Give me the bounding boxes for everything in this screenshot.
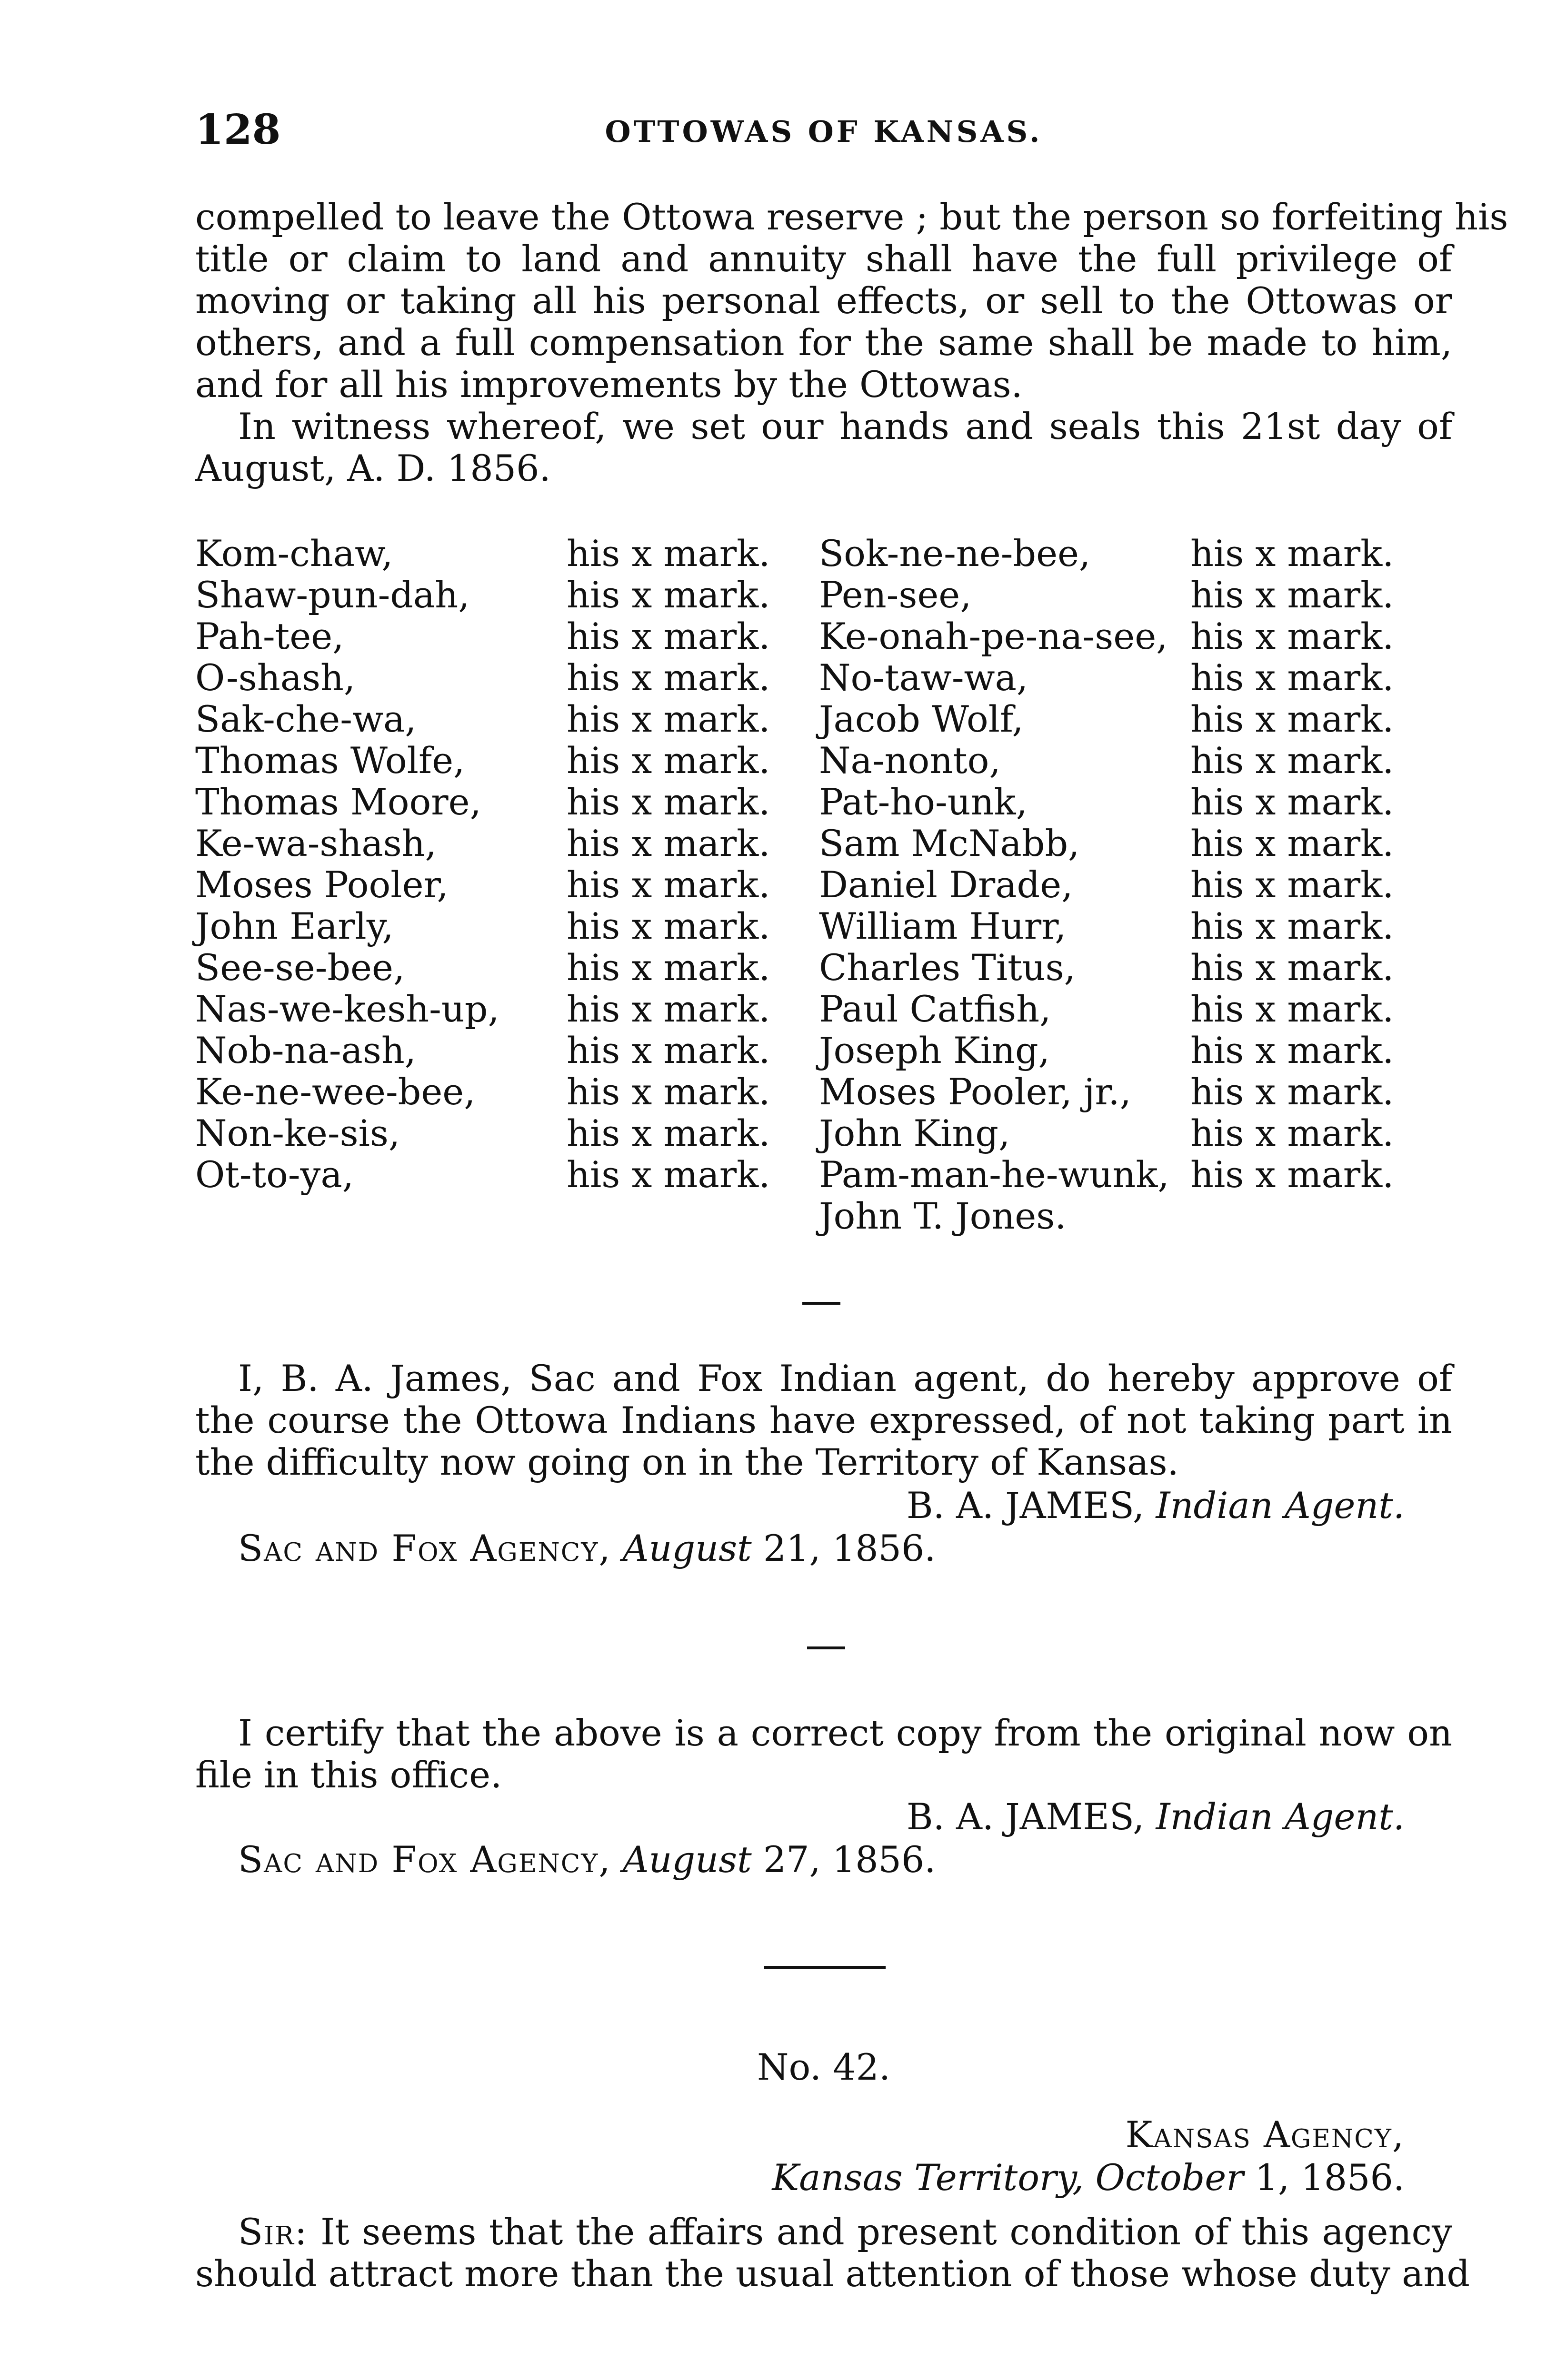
signature-row — [195, 698, 1452, 739]
signature-row — [195, 1153, 1452, 1195]
signature-list — [195, 532, 1452, 1236]
signature-row — [195, 946, 1452, 988]
mark-text: his x mark. — [567, 739, 770, 782]
mark-text: his x mark. — [567, 863, 770, 906]
date-month: August — [622, 1527, 752, 1569]
mark-text: his x mark. — [1190, 822, 1394, 864]
signature-row — [195, 781, 1452, 822]
text-line: title or claim to land and annuity shall have the full privilege of — [195, 238, 1452, 280]
signer-name: Daniel Drade, — [819, 863, 1073, 906]
text-line: file in this office. — [195, 1754, 502, 1796]
signature-row — [195, 615, 1452, 656]
text-line: I, B. A. James, Sac and Fox Indian agent, do hereby approve of — [238, 1357, 1452, 1399]
signer-name: Nas-we-kesh-up, — [195, 988, 499, 1030]
text-line: others, and a full compensation for the same shall be made to him, — [195, 321, 1452, 364]
mark-text: his x mark. — [1190, 1112, 1394, 1154]
date-rest: 21, 1856. — [763, 1527, 936, 1569]
signer-title: Indian Agent. — [1156, 1795, 1405, 1838]
approval-signature — [195, 1484, 1405, 1527]
signer-name: Ke-wa-shash, — [195, 822, 437, 864]
mark-text: his x mark. — [567, 656, 770, 699]
signature-row — [195, 988, 1452, 1029]
mark-text: his x mark. — [1190, 656, 1394, 699]
signer-name: Nob-na-ash, — [195, 1029, 416, 1071]
signer-name: Thomas Wolfe, — [195, 739, 465, 782]
document-number: No. 42. — [757, 2046, 891, 2088]
signer-name: B. A. JAMES, — [906, 1484, 1145, 1527]
mark-text: his x mark. — [567, 698, 770, 740]
signer-name: John T. Jones. — [819, 1195, 1067, 1237]
mark-text: his x mark. — [567, 946, 770, 989]
mark-text: his x mark. — [1190, 574, 1394, 616]
mark-text: his x mark. — [1190, 863, 1394, 906]
text-line: should attract more than the usual attention of those whose duty and — [195, 2252, 1470, 2295]
text-line: August, A. D. 1856. — [195, 447, 551, 489]
text-line: the difficulty now going on in the Territory of Kansas. — [195, 1441, 1179, 1483]
mark-text: his x mark. — [567, 1112, 770, 1154]
signature-row — [195, 863, 1452, 905]
mark-text: his x mark. — [1190, 698, 1394, 740]
signer-name: Ke-onah-pe-na-see, — [819, 615, 1168, 657]
signature-row — [195, 1029, 1452, 1071]
signer-name: Joseph King, — [819, 1029, 1050, 1071]
signer-name: Charles Titus, — [819, 946, 1076, 989]
signer-name: Thomas Moore, — [195, 781, 481, 823]
signer-name: Moses Pooler, — [195, 863, 449, 906]
signature-row — [195, 1071, 1452, 1112]
signature-row — [195, 532, 1452, 574]
agency-name: Sac and Fox Agency, — [238, 1527, 611, 1569]
page-header — [195, 106, 1452, 158]
letter-body — [195, 2211, 1470, 2295]
section-divider — [807, 1646, 845, 1649]
signer-name: Jacob Wolf, — [819, 698, 1024, 740]
signature-row — [195, 822, 1452, 863]
mark-text: his x mark. — [1190, 988, 1394, 1030]
continuation-paragraph — [195, 196, 1508, 406]
signer-name: No-taw-wa, — [819, 656, 1028, 699]
signer-title: Indian Agent. — [1156, 1484, 1405, 1527]
mark-text: his x mark. — [1190, 739, 1394, 782]
section-rule — [764, 1966, 886, 1969]
text-line: compelled to leave the Ottowa reserve ; but the person so forfeiting his — [195, 196, 1508, 238]
mark-text: his x mark. — [567, 781, 770, 823]
certify-signature — [195, 1795, 1405, 1838]
text-line: I certify that the above is a correct copy from the original now on — [238, 1712, 1452, 1754]
signer-name: Pah-tee, — [195, 615, 344, 657]
mark-text: his x mark. — [1190, 781, 1394, 823]
mark-text: his x mark. — [567, 1029, 770, 1071]
signer-name: Sok-ne-ne-bee, — [819, 532, 1091, 575]
signer-name: Moses Pooler, jr., — [819, 1071, 1131, 1113]
mark-text: his x mark. — [567, 574, 770, 616]
signer-name: Paul Catfish, — [819, 988, 1051, 1030]
signature-row — [195, 574, 1452, 615]
witness-paragraph — [195, 406, 1452, 489]
signer-name: Ot-to-ya, — [195, 1153, 354, 1196]
text-line: In witness whereof, we set our hands and seals this 21st day of — [238, 405, 1452, 447]
mark-text: his x mark. — [1190, 1029, 1394, 1071]
mark-text: his x mark. — [1190, 532, 1394, 575]
text-line — [195, 2211, 1452, 2253]
text-line: and for all his improvements by the Ottowas. — [195, 363, 1023, 406]
mark-text: his x mark. — [567, 905, 770, 947]
signer-name: Kom-chaw, — [195, 532, 393, 575]
signer-name: Sam McNabb, — [819, 822, 1080, 864]
certify-dateline — [238, 1838, 936, 1881]
text-line: moving or taking all his personal effects, or sell to the Ottowas or — [195, 279, 1452, 322]
signer-name: John King, — [819, 1112, 1010, 1154]
signer-name: Ke-ne-wee-bee, — [195, 1071, 476, 1113]
date-rest: 27, 1856. — [763, 1838, 936, 1881]
agency-name: Sac and Fox Agency, — [238, 1838, 611, 1881]
body-text: It seems that the affairs and present condition of this agency — [320, 2211, 1452, 2253]
text-line: the course the Ottowa Indians have expressed, of not taking part in — [195, 1399, 1452, 1441]
agency-name: Kansas Agency, — [1125, 2113, 1405, 2156]
signer-name: See-se-bee, — [195, 946, 405, 989]
signer-name: B. A. JAMES, — [906, 1795, 1145, 1838]
mark-text: his x mark. — [567, 822, 770, 864]
place-name: Kansas Territory, — [772, 2156, 1084, 2199]
mark-text: his x mark. — [567, 1071, 770, 1113]
mark-text: his x mark. — [1190, 946, 1394, 989]
signer-name: Non-ke-sis, — [195, 1112, 400, 1154]
signer-name: Shaw-pun-dah, — [195, 574, 470, 616]
mark-text: his x mark. — [567, 615, 770, 657]
signer-name: Pam-man-he-wunk, — [819, 1153, 1169, 1196]
signer-name: Pen-see, — [819, 574, 972, 616]
approval-dateline — [238, 1527, 936, 1569]
signer-name: Na-nonto, — [819, 739, 1001, 782]
mark-text: his x mark. — [567, 1153, 770, 1196]
page-number: 128 — [195, 106, 281, 154]
certify-paragraph — [195, 1712, 1452, 1796]
signer-name: John Early, — [195, 905, 394, 947]
date-month: August — [622, 1838, 752, 1881]
signature-row — [195, 739, 1452, 781]
mark-text: his x mark. — [1190, 905, 1394, 947]
mark-text: his x mark. — [1190, 1153, 1394, 1196]
letter-heading-agency — [195, 2113, 1405, 2156]
salutation: Sir: — [238, 2211, 308, 2253]
mark-text: his x mark. — [1190, 615, 1394, 657]
running-head: OTTOWAS OF KANSAS. — [605, 114, 1043, 149]
signer-name: Pat-ho-unk, — [819, 781, 1028, 823]
signer-name: William Hurr, — [819, 905, 1067, 947]
date-rest: 1, 1856. — [1255, 2156, 1405, 2199]
signature-row — [195, 656, 1452, 698]
mark-text: his x mark. — [1190, 1071, 1394, 1113]
signature-row — [195, 905, 1452, 946]
letter-dateline — [195, 2156, 1405, 2199]
approval-paragraph — [195, 1358, 1452, 1483]
signer-name: O-shash, — [195, 656, 356, 699]
signature-row — [195, 1112, 1452, 1153]
signer-name: Sak-che-wa, — [195, 698, 417, 740]
date-month: October — [1095, 2156, 1244, 2199]
section-divider — [802, 1302, 840, 1305]
signature-row — [195, 1195, 1452, 1236]
mark-text: his x mark. — [567, 532, 770, 575]
mark-text: his x mark. — [567, 988, 770, 1030]
